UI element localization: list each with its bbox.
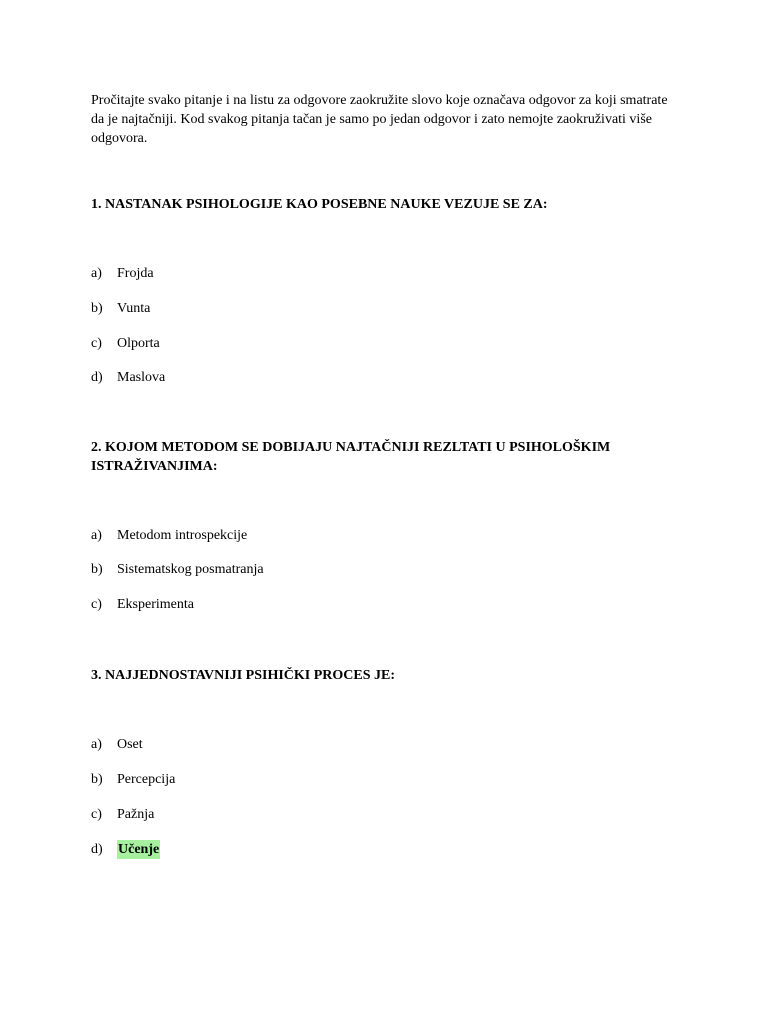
question-3-title: 3. NAJJEDNOSTAVNIJI PSIHIČKI PROCES JE: [91, 668, 396, 683]
highlighted-answer-text: Učenje [118, 842, 160, 857]
answer-letter: d) [91, 370, 103, 385]
answer-text: Oset [117, 737, 143, 752]
question-1-answer-a [91, 264, 591, 283]
question-3-answer-a [91, 735, 591, 754]
answer-text: Olporta [117, 336, 160, 351]
answer-letter: b) [91, 301, 103, 316]
answer-text: Pažnja [117, 807, 155, 822]
question-2-answer-a [91, 526, 591, 545]
answer-letter: b) [91, 772, 103, 787]
question-1-answer-d [91, 368, 591, 387]
question-3-answer-c [91, 805, 591, 824]
question-3-answer-d [91, 840, 591, 859]
answer-letter: c) [91, 807, 102, 822]
question-2-title: 2. KOJOM METODOM SE DOBIJAJU NAJTAČNIJI REZLTATI U PSIHOLOŠKIM ISTRAŽIVANJIMA: [91, 440, 611, 474]
question-1-answer-b [91, 299, 591, 318]
answer-letter: b) [91, 562, 103, 577]
question-2-answer-b [91, 560, 591, 579]
answer-text: Vunta [117, 301, 151, 316]
answer-text: Percepcija [117, 772, 176, 787]
answer-letter: d) [91, 842, 103, 857]
answer-letter: a) [91, 737, 102, 752]
question-1-title: 1. NASTANAK PSIHOLOGIJE KAO POSEBNE NAUKE VEZUJE SE ZA: [91, 197, 548, 212]
answer-letter: a) [91, 266, 102, 281]
question-1-answer-c [91, 334, 591, 353]
answer-letter: c) [91, 336, 102, 351]
answer-letter: a) [91, 528, 102, 543]
instructions-paragraph: Pročitajte svako pitanje i na listu za odgovore zaokružite slovo koje označava odgovor za koji smatrate da je najtačniji. Kod svakog pitanja tačan je samo po jedan odgovor i zato nemojte zaokruživati više odgovora. [91, 93, 668, 146]
answer-letter: c) [91, 597, 102, 612]
answer-text: Frojda [117, 266, 154, 281]
answer-text: Metodom introspekcije [117, 528, 248, 543]
answer-text: Sistematskog posmatranja [117, 562, 264, 577]
question-2-answer-c [91, 595, 591, 614]
answer-text: Eksperimenta [117, 597, 194, 612]
question-3-answer-b [91, 770, 591, 789]
answer-text: Maslova [117, 370, 166, 385]
